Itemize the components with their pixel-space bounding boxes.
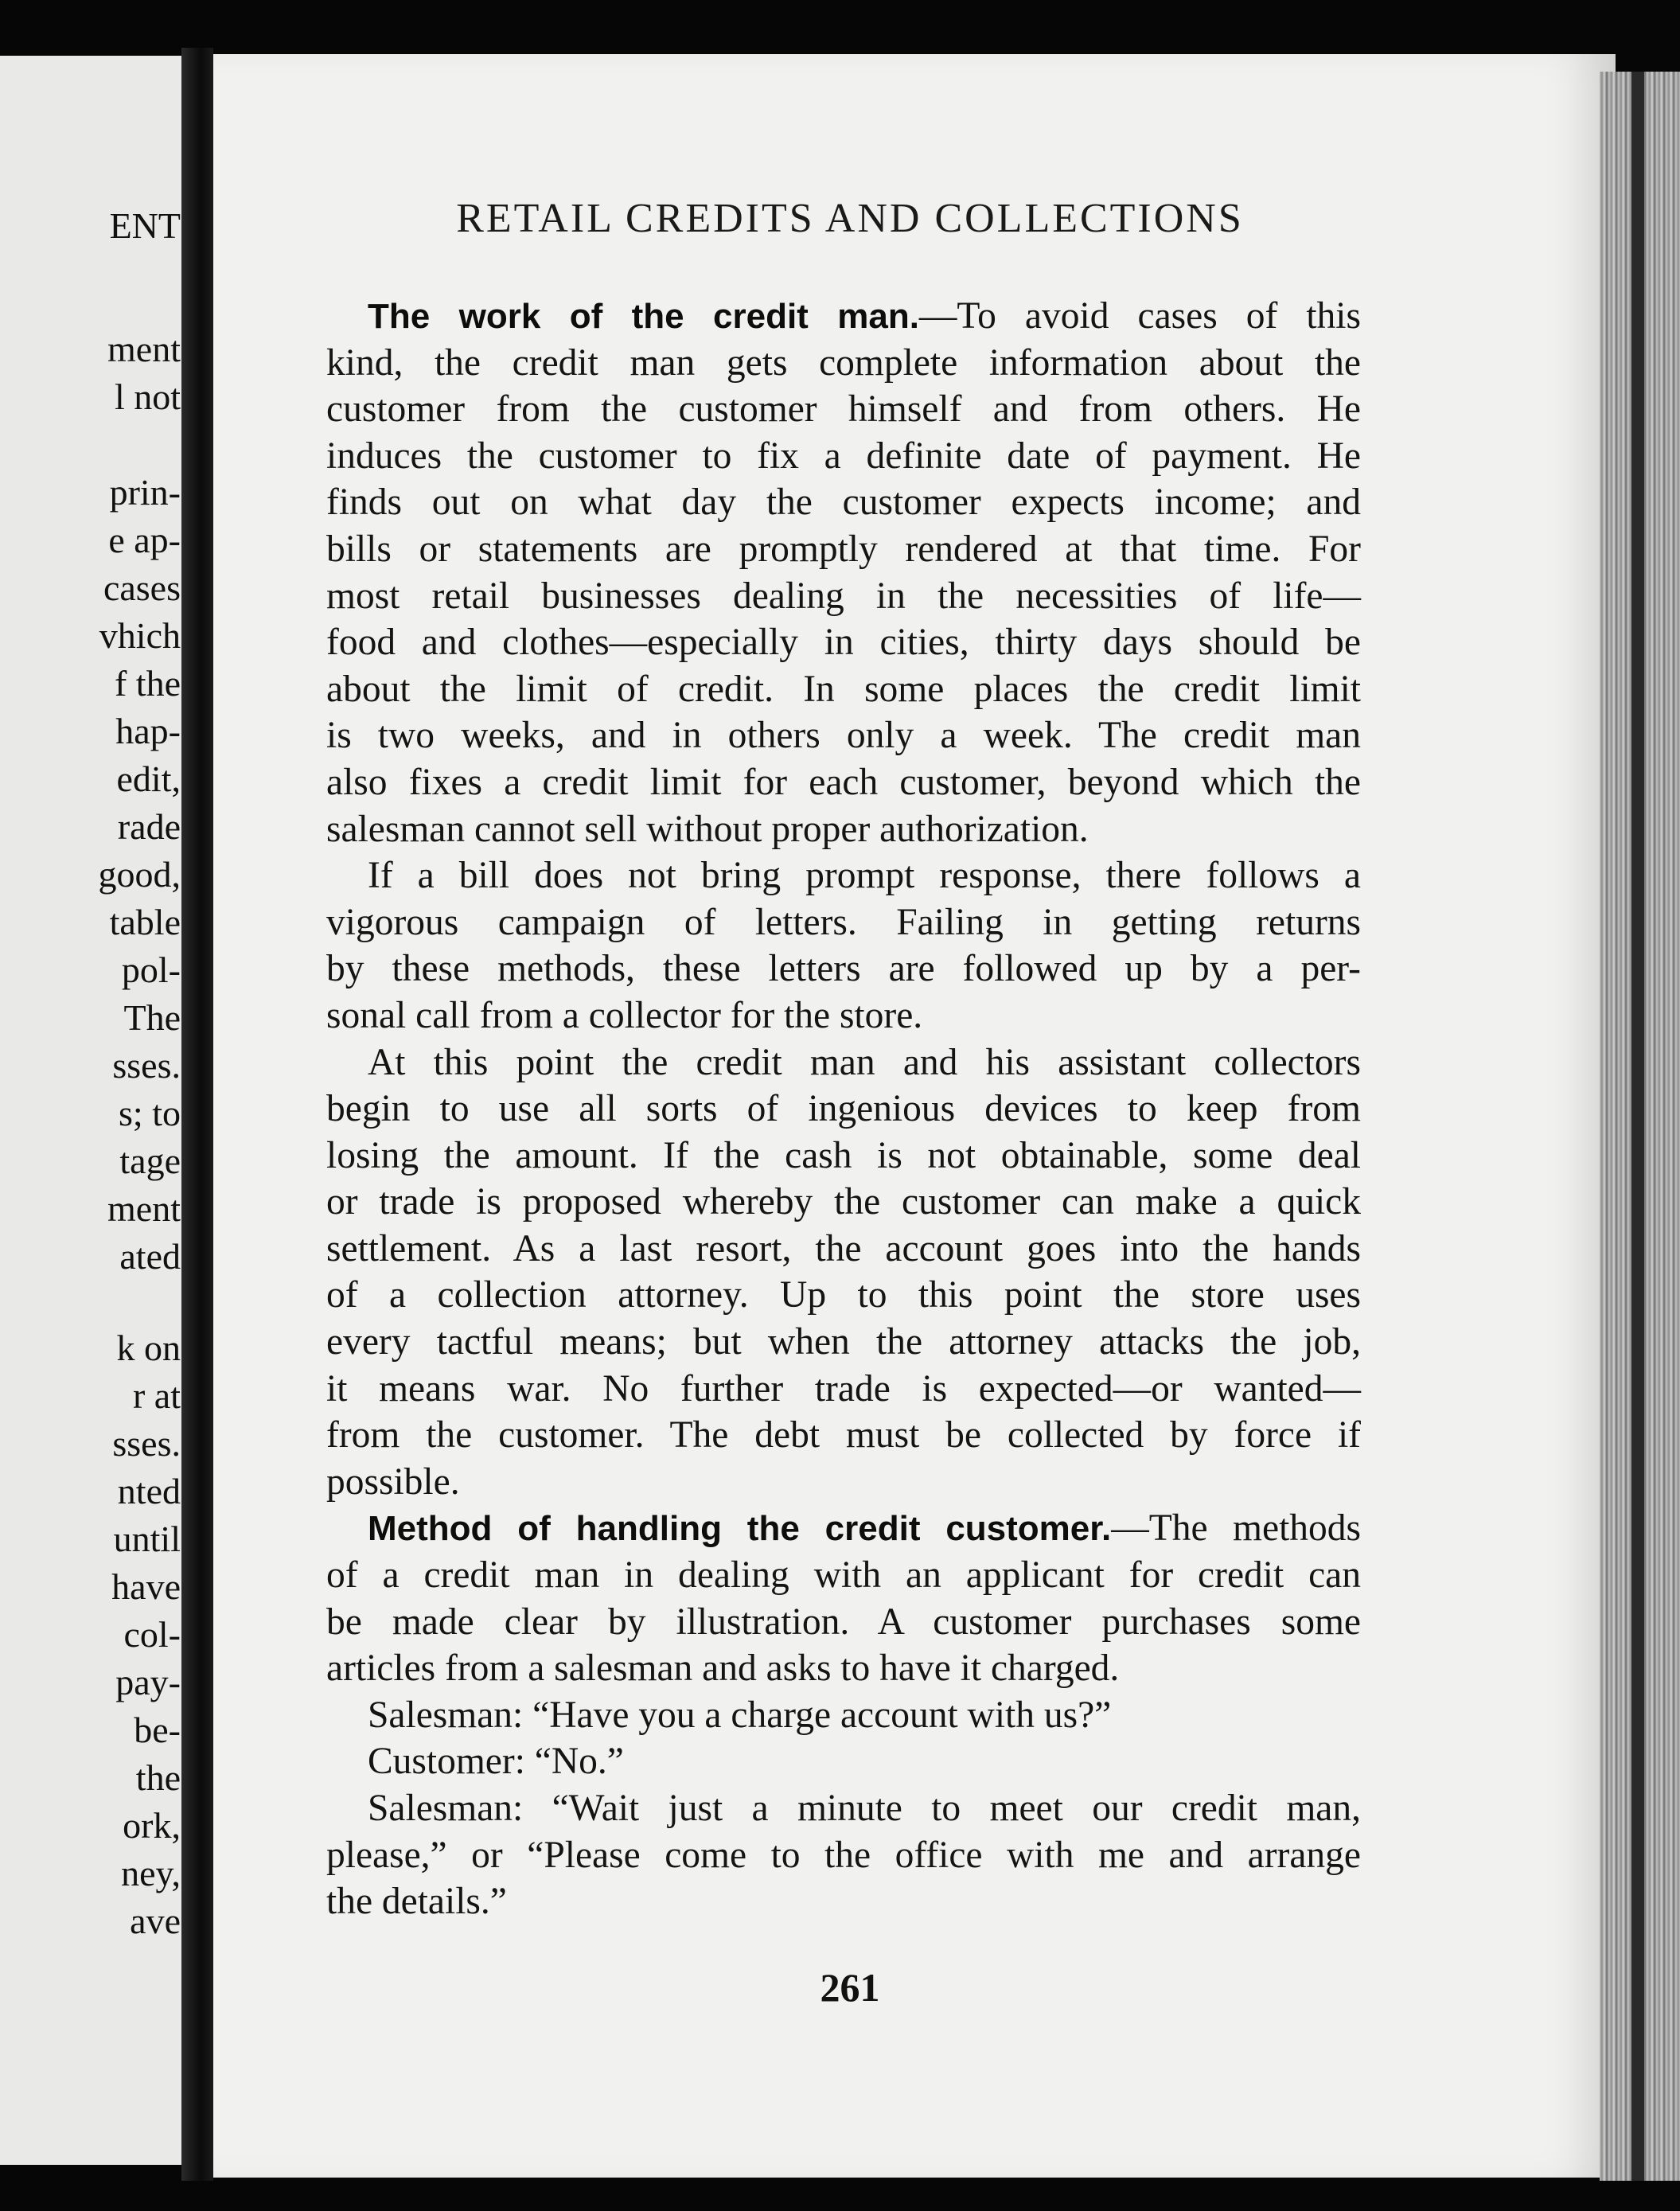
text-line xyxy=(326,899,1361,946)
text-line xyxy=(326,1226,1361,1273)
text-line xyxy=(326,1599,1361,1646)
left-page-line: hap- xyxy=(115,711,181,751)
line-text: it means war. No further trade is expected—or wanted— xyxy=(326,1367,1361,1410)
line-text: settlement. As a last resort, the account goes into the hands xyxy=(326,1227,1361,1269)
left-page-line: The xyxy=(123,997,181,1038)
text-line xyxy=(326,1133,1361,1180)
left-page-line: l not xyxy=(114,376,181,417)
text-line xyxy=(326,1459,1361,1506)
left-page-line: k on xyxy=(116,1328,181,1368)
left-page-line: r at xyxy=(132,1375,181,1416)
text-line xyxy=(326,1412,1361,1459)
left-page-line: ney, xyxy=(121,1853,181,1893)
text-line xyxy=(326,1738,1361,1785)
text-line xyxy=(326,1692,1361,1739)
text-line xyxy=(326,852,1361,899)
line-text: kind, the credit man gets complete information about the xyxy=(326,341,1361,384)
left-page-line: ork, xyxy=(123,1805,181,1846)
text-line xyxy=(326,946,1361,992)
left-page-line: s; to xyxy=(119,1093,181,1133)
text-line xyxy=(326,992,1361,1039)
left-page-fragment xyxy=(0,56,187,2165)
line-text: finds out on what day the customer expects income; and xyxy=(326,482,1361,524)
text-line xyxy=(326,1645,1361,1692)
left-page-line: ated xyxy=(119,1236,181,1277)
line-text: customer from the customer himself and from others. He xyxy=(326,388,1361,431)
line-text: At this point the credit man and his assistant collectors xyxy=(368,1041,1361,1083)
section-heading: The work of the credit man. xyxy=(368,297,919,336)
line-text: losing the amount. If the cash is not obtainable, some deal xyxy=(326,1134,1361,1176)
left-page-line: have xyxy=(111,1566,181,1607)
line-text: be made clear by illustration. A customer purchases some xyxy=(326,1601,1361,1643)
left-page-line: vhich xyxy=(99,615,181,656)
section-heading: Method of handling the credit customer. xyxy=(368,1509,1112,1549)
text-line xyxy=(326,1272,1361,1319)
line-text: or trade is proposed whereby the customer can make a quick xyxy=(326,1181,1361,1223)
left-page-line: col- xyxy=(123,1614,181,1655)
line-text: Salesman: “Wait just a minute to meet our credit man, xyxy=(368,1788,1361,1829)
left-page-line: edit, xyxy=(116,758,181,799)
text-line xyxy=(326,1039,1361,1086)
left-page-line: table xyxy=(109,902,181,942)
page-number: 261 xyxy=(820,1965,880,2010)
book-gutter xyxy=(181,48,213,2181)
line-text: is two weeks, and in others only a week. The credit man xyxy=(326,715,1361,757)
left-page-line: cases xyxy=(103,567,181,608)
line-text: salesman cannot sell without proper authorization. xyxy=(326,808,1089,850)
left-page-line: f the xyxy=(114,663,181,704)
line-text: of a collection attorney. Up to this point the store uses xyxy=(326,1274,1361,1316)
left-page-line: good, xyxy=(98,854,181,895)
text-line xyxy=(326,433,1361,480)
text-line xyxy=(326,666,1361,713)
text-line xyxy=(326,479,1361,526)
left-page-line: sses. xyxy=(112,1423,181,1464)
left-page-line: pay- xyxy=(115,1662,181,1702)
left-page-line: tage xyxy=(119,1141,181,1181)
text-line xyxy=(326,1505,1361,1552)
line-text: sonal call from a collector for the store. xyxy=(326,994,923,1036)
text-line xyxy=(326,1878,1361,1925)
line-text: about the limit of credit. In some places the credit limit xyxy=(326,668,1361,710)
page-edge-shadow xyxy=(1631,72,1644,2181)
text-line xyxy=(326,1319,1361,1366)
text-line xyxy=(326,806,1361,853)
left-page-line: ENT xyxy=(109,205,181,246)
running-head: RETAIL CREDITS AND COLLECTIONS xyxy=(456,196,1244,241)
left-page-line: the xyxy=(135,1757,181,1798)
left-page-line: nted xyxy=(117,1471,181,1511)
left-page-line: be- xyxy=(134,1710,181,1750)
text-line xyxy=(326,1552,1361,1599)
text-line xyxy=(326,386,1361,433)
line-text: of a credit man in dealing with an applicant for credit can xyxy=(326,1554,1361,1597)
line-text: —To avoid cases of this xyxy=(918,295,1361,337)
line-text: articles from a salesman and asks to have it charged. xyxy=(326,1648,1120,1690)
line-text: by these methods, these letters are followed up by a per- xyxy=(326,948,1361,990)
line-text: Customer: “No.” xyxy=(368,1741,624,1783)
left-page-line: sses. xyxy=(112,1045,181,1086)
left-page-line: ave xyxy=(130,1901,181,1941)
text-line xyxy=(326,1179,1361,1226)
line-text: possible. xyxy=(326,1460,460,1503)
left-page-line: rade xyxy=(117,806,181,847)
line-text: induces the customer to fix a definite date of payment. He xyxy=(326,435,1361,477)
text-line xyxy=(326,526,1361,573)
line-text: please,” or “Please come to the office with me and arrange xyxy=(326,1834,1361,1876)
line-text: also fixes a credit limit for each customer, beyond which the xyxy=(326,761,1361,803)
left-page-line: ment xyxy=(107,1188,181,1229)
text-line xyxy=(326,293,1361,340)
text-line xyxy=(326,1785,1361,1832)
text-line xyxy=(326,712,1361,759)
body-text xyxy=(326,293,1361,1925)
left-page-line: e ap- xyxy=(108,520,181,560)
line-text: bills or statements are promptly rendered at that time. For xyxy=(326,528,1361,570)
line-text: —The methods xyxy=(1111,1507,1361,1550)
left-page-line: until xyxy=(113,1519,181,1559)
text-line xyxy=(326,1086,1361,1133)
line-text: every tactful means; but when the attorney attacks the job, xyxy=(326,1321,1361,1363)
text-line xyxy=(326,340,1361,387)
line-text: from the customer. The debt must be collected by force if xyxy=(326,1414,1361,1456)
left-page-line: pol- xyxy=(121,950,181,990)
left-page-line: ment xyxy=(107,329,181,369)
text-line xyxy=(326,619,1361,666)
text-line xyxy=(326,759,1361,806)
text-line xyxy=(326,1366,1361,1413)
line-text: begin to use all sorts of ingenious devices to keep from xyxy=(326,1088,1361,1130)
left-page-line: prin- xyxy=(109,472,181,513)
line-text: most retail businesses dealing in the necessities of life— xyxy=(326,575,1361,617)
text-line xyxy=(326,573,1361,620)
text-line xyxy=(326,1832,1361,1879)
line-text: vigorous campaign of letters. Failing in getting returns xyxy=(326,901,1361,943)
line-text: food and clothes—especially in cities, thirty days should be xyxy=(326,622,1361,664)
line-text: If a bill does not bring prompt response, there follows a xyxy=(368,855,1361,897)
line-text: Salesman: “Have you a charge account with us?” xyxy=(368,1694,1112,1736)
line-text: the details.” xyxy=(326,1881,507,1923)
